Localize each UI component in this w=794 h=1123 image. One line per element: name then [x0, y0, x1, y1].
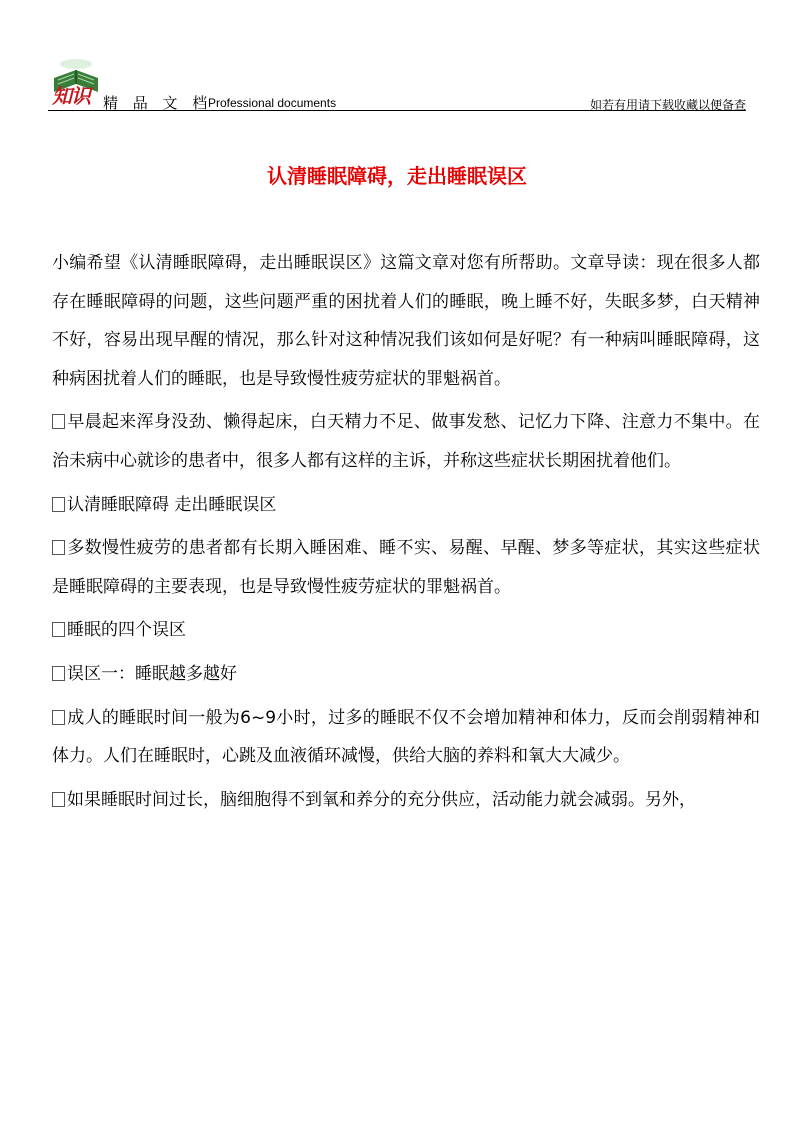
square-bullet-icon	[52, 666, 65, 681]
header-rule	[48, 110, 746, 111]
square-bullet-icon	[52, 540, 65, 555]
paragraph-text: 早晨起来浑身没劲、懒得起床，白天精力不足、做事发愁、记忆力下降、注意力不集中。在治未病中心就诊的患者中，很多人都有这样的主诉，并称这些症状长期困扰着他们。	[52, 412, 760, 471]
paragraph	[52, 244, 760, 398]
document-title: 认清睡眠障碍，走出睡眠误区	[267, 164, 527, 188]
square-bullet-icon	[52, 497, 65, 512]
page-header	[0, 0, 794, 120]
paragraph-text: 成人的睡眠时间一般为6~9小时，过多的睡眠不仅不会增加精神和体力，反而会削弱精神和体力。人们在睡眠时，心跳及血液循环减慢，供给大脑的养料和氧大大减少。	[52, 707, 760, 767]
paragraph	[52, 403, 760, 480]
paragraph	[52, 699, 760, 776]
square-bullet-icon	[52, 414, 65, 429]
square-bullet-icon	[52, 710, 65, 725]
paragraph	[52, 781, 760, 820]
square-bullet-icon	[52, 622, 65, 637]
paragraph	[52, 486, 760, 525]
brand-name: 精 品 文 档	[103, 94, 213, 112]
square-bullet-icon	[52, 792, 65, 807]
paragraph	[52, 655, 760, 694]
paragraph-text: 误区一：睡眠越多越好	[67, 663, 237, 684]
paragraph-text: 如果睡眠时间过长，脑细胞得不到氧和养分的充分供应，活动能力就会减弱。另外，	[67, 789, 696, 810]
paragraph-text: 睡眠的四个误区	[67, 620, 186, 641]
header-note: 如若有用请下载收藏以便备查	[589, 98, 746, 112]
paragraph-text: 小编希望《认清睡眠障碍，走出睡眠误区》这篇文章对您有所帮助。文章导读：现在很多人都存在睡眠障碍的问题，这些问题严重的困扰着人们的睡眠，晚上睡不好，失眠多梦，白天精神不好，容易出现早醒的情况，那么针对这种情况我们该如何是好呢？有一种病叫睡眠障碍，这种病困扰着人们的睡眠，也是导致慢性疲劳症状的罪魁祸首。	[52, 253, 760, 389]
paragraph-text: 认清睡眠障碍 走出睡眠误区	[67, 494, 277, 515]
paragraph-text: 多数慢性疲劳的患者都有长期入睡困难、睡不实、易醒、早醒、梦多等症状，其实这些症状是睡眠障碍的主要表现，也是导致慢性疲劳症状的罪魁祸首。	[52, 538, 760, 597]
paragraph	[52, 529, 760, 606]
brand-tagline: Professional documents	[208, 96, 337, 110]
paragraph	[52, 611, 760, 650]
document-body	[52, 244, 760, 824]
logo-text: 知识	[52, 84, 90, 108]
